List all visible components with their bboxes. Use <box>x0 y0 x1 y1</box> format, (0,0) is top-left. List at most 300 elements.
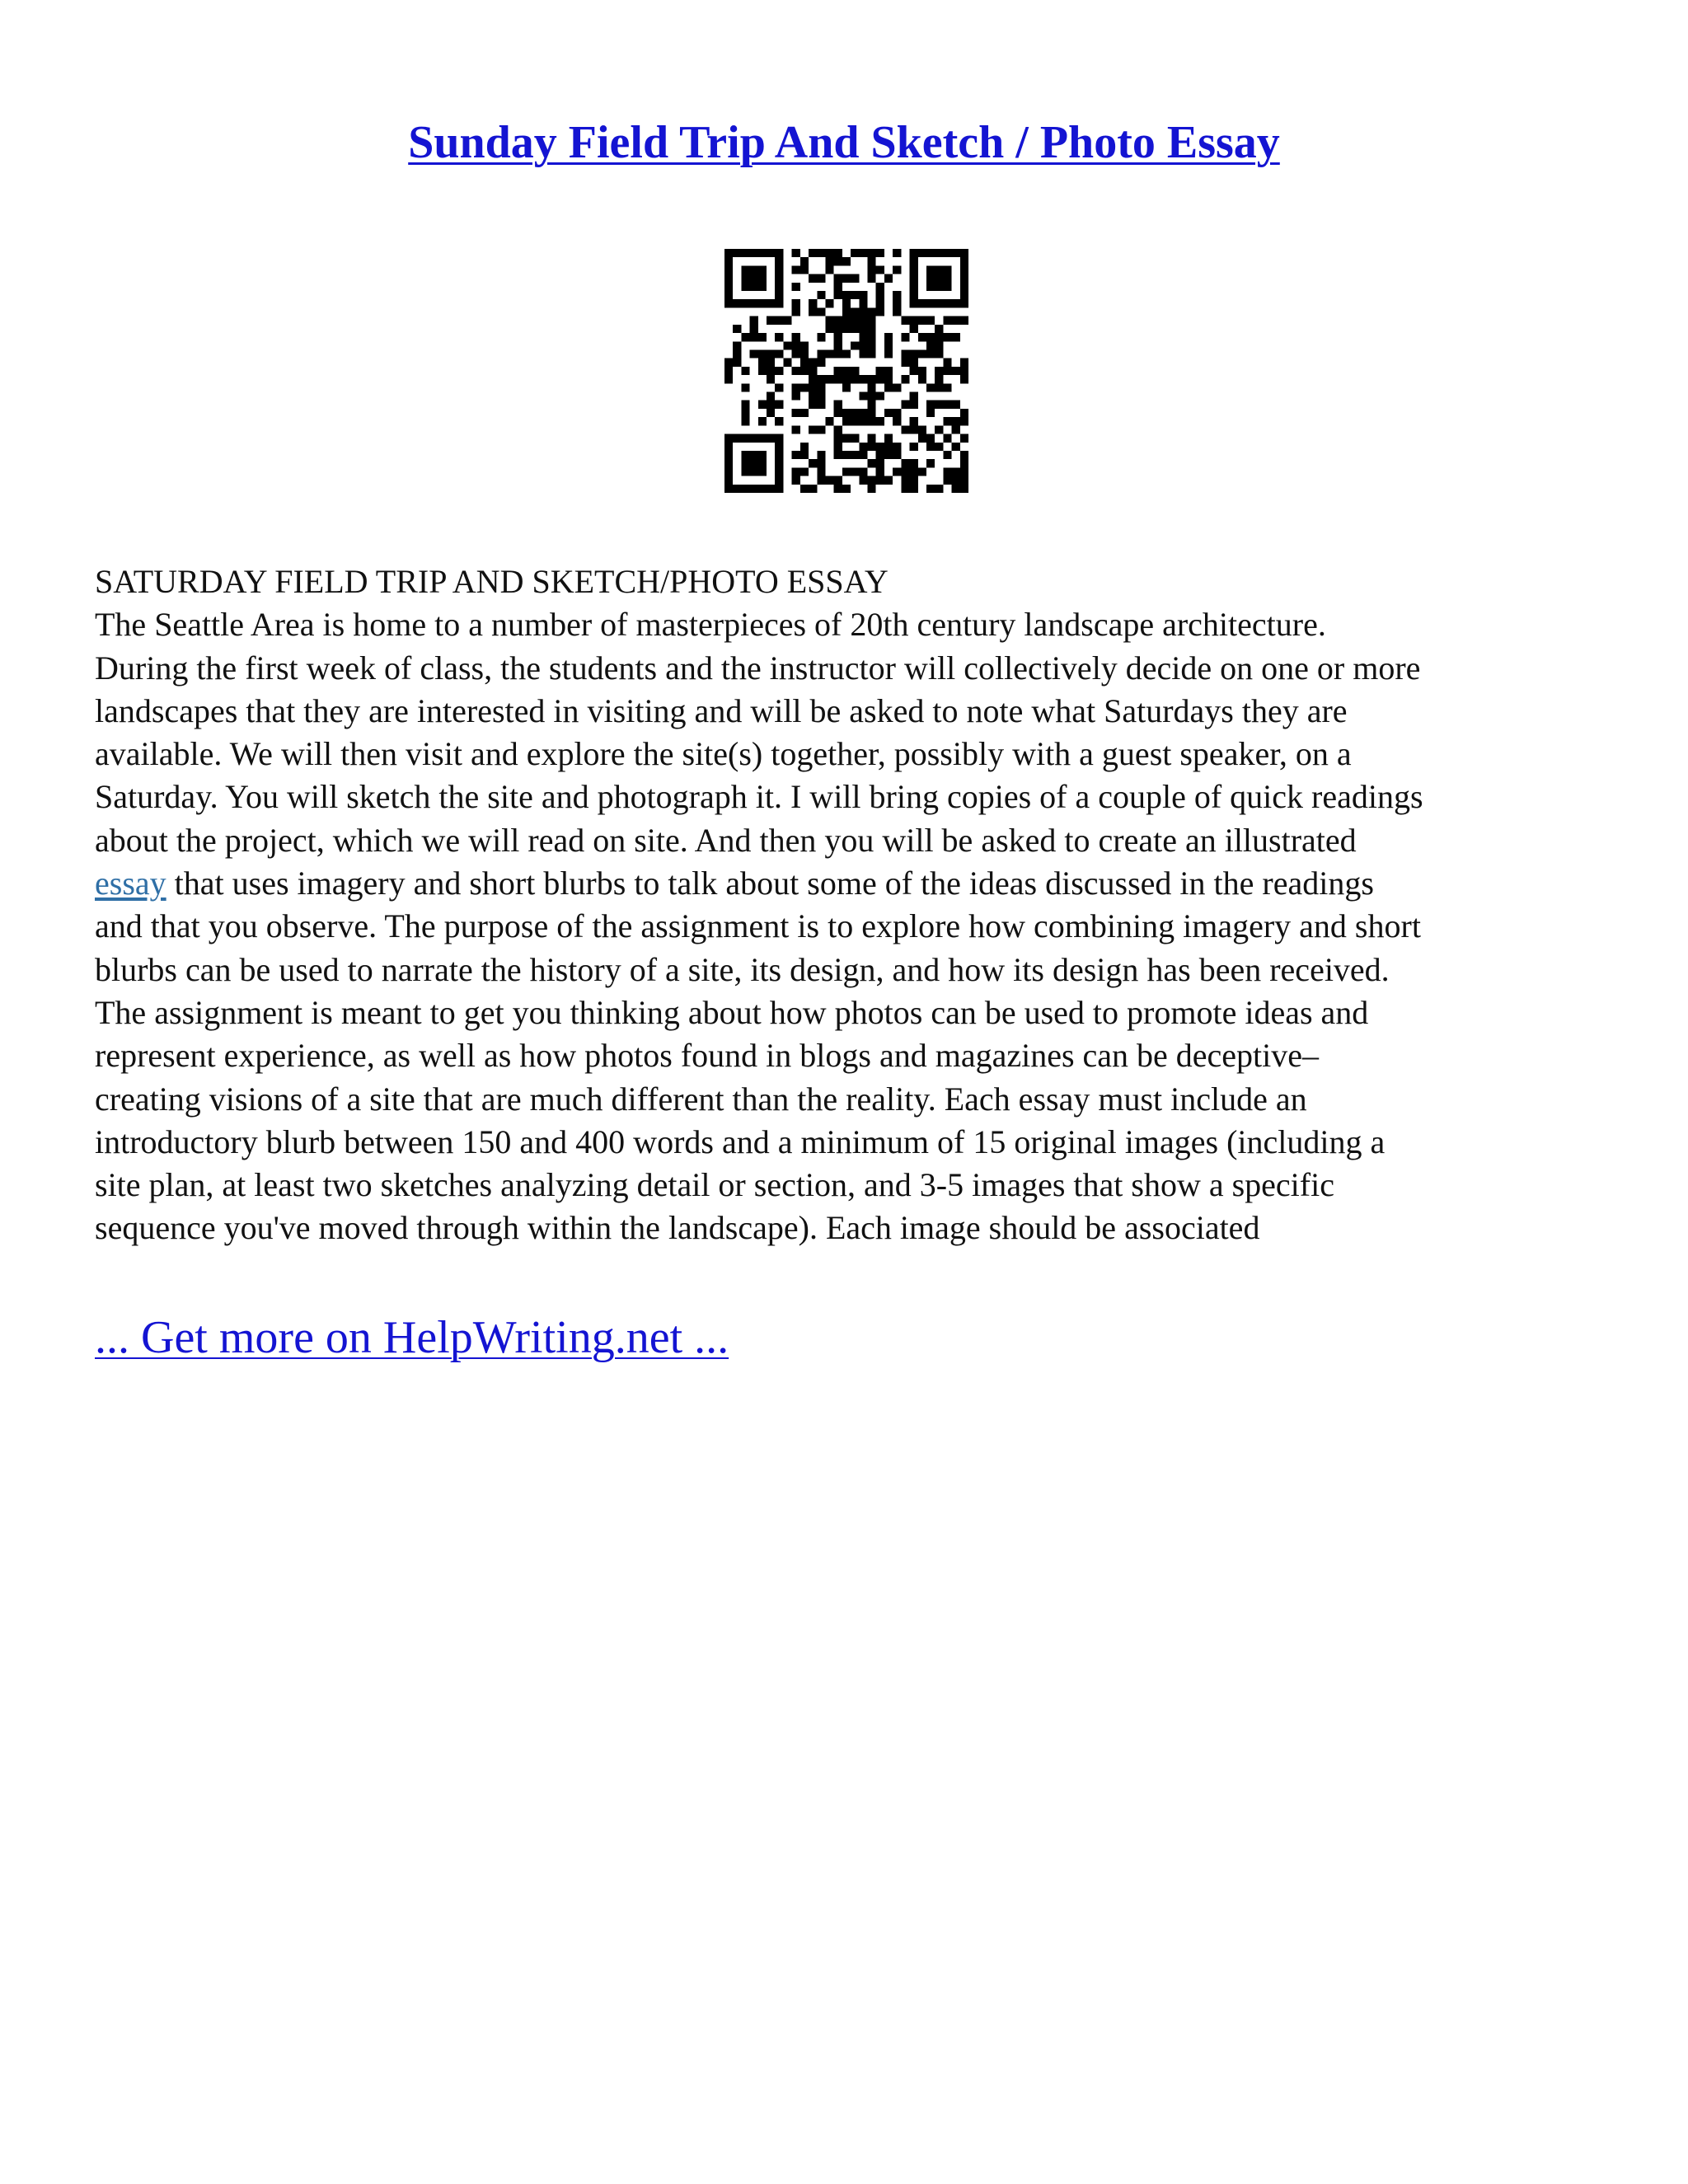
qr-module <box>724 299 733 307</box>
qr-module <box>876 392 884 401</box>
qr-module <box>910 299 918 307</box>
qr-module <box>750 249 758 257</box>
qr-module <box>767 392 775 401</box>
qr-module <box>775 451 783 459</box>
qr-module <box>800 367 809 375</box>
qr-module <box>910 283 918 291</box>
document-body <box>95 560 1611 1250</box>
qr-module <box>817 359 825 367</box>
qr-module <box>876 459 884 467</box>
qr-module <box>758 349 767 358</box>
qr-module <box>758 485 767 493</box>
qr-module <box>825 265 833 274</box>
qr-module <box>775 434 783 443</box>
qr-module <box>758 274 767 283</box>
qr-module <box>876 451 884 459</box>
qr-module <box>960 451 968 459</box>
get-more-section <box>95 1309 729 1366</box>
qr-module <box>842 409 851 417</box>
qr-module <box>724 443 733 451</box>
qr-module <box>851 307 859 316</box>
qr-module <box>935 283 943 291</box>
qr-module <box>918 333 926 341</box>
qr-module <box>758 401 767 409</box>
qr-module <box>733 349 741 358</box>
qr-module <box>868 307 876 316</box>
qr-module <box>767 485 775 493</box>
qr-module <box>750 325 758 333</box>
qr-module <box>859 417 867 425</box>
qr-module <box>741 265 749 274</box>
qr-module <box>741 283 749 291</box>
qr-module <box>767 409 775 417</box>
qr-module <box>817 383 825 391</box>
qr-module <box>960 316 968 325</box>
qr-module <box>960 249 968 257</box>
qr-module <box>817 349 825 358</box>
qr-module <box>851 417 859 425</box>
qr-module <box>918 375 926 383</box>
qr-module <box>859 316 867 325</box>
qr-module <box>943 359 951 367</box>
qr-module <box>775 383 783 391</box>
qr-module <box>775 274 783 283</box>
qr-module <box>943 333 951 341</box>
qr-module <box>834 409 842 417</box>
qr-module <box>943 316 951 325</box>
qr-module <box>960 434 968 443</box>
get-more-link[interactable]: ... Get more on HelpWriting.net ... <box>95 1312 729 1363</box>
qr-module <box>809 485 817 493</box>
qr-module <box>952 316 960 325</box>
qr-module <box>851 434 859 443</box>
qr-module <box>876 283 884 291</box>
qr-module <box>724 485 733 493</box>
qr-module <box>767 299 775 307</box>
qr-module <box>960 367 968 375</box>
qr-module <box>952 299 960 307</box>
qr-module <box>935 401 943 409</box>
qr-module <box>935 299 943 307</box>
qr-module <box>868 249 876 257</box>
title-link[interactable]: Sunday Field Trip And Sketch / Photo Essay <box>408 117 1280 168</box>
qr-module <box>859 299 867 307</box>
qr-module <box>842 367 851 375</box>
qr-module <box>884 383 893 391</box>
qr-module <box>868 325 876 333</box>
qr-module <box>935 249 943 257</box>
qr-module <box>834 249 842 257</box>
qr-module <box>741 299 749 307</box>
qr-module <box>859 467 867 476</box>
body-line: Saturday. You will sketch the site and photograph it. I will bring copies of a couple of quick readings <box>95 778 1423 816</box>
qr-module <box>910 367 918 375</box>
qr-module <box>834 375 842 383</box>
qr-module <box>952 476 960 485</box>
qr-module <box>767 349 775 358</box>
qr-module <box>926 409 935 417</box>
qr-module <box>842 434 851 443</box>
qr-module <box>758 451 767 459</box>
qr-module <box>876 367 884 375</box>
body-line: The assignment is meant to get you thinking about how photos can be used to promote ideas and <box>95 993 1369 1031</box>
qr-module <box>817 451 825 459</box>
body-line: landscapes that they are interested in visiting and will be asked to note what Saturdays they are <box>95 691 1348 729</box>
qr-module <box>859 409 867 417</box>
qr-module <box>910 265 918 274</box>
qr-module <box>842 349 851 358</box>
qr-module <box>884 451 893 459</box>
qr-module <box>910 349 918 358</box>
qr-module <box>943 274 951 283</box>
qr-module <box>884 274 893 283</box>
qr-module <box>825 325 833 333</box>
qr-module <box>817 476 825 485</box>
qr-module <box>960 467 968 476</box>
qr-module <box>817 401 825 409</box>
qr-module <box>809 367 817 375</box>
qr-module <box>724 274 733 283</box>
qr-module <box>943 283 951 291</box>
qr-module <box>926 265 935 274</box>
qr-module <box>884 443 893 451</box>
qr-module <box>834 349 842 358</box>
qr-module <box>809 401 817 409</box>
qr-module <box>724 451 733 459</box>
qr-module <box>758 249 767 257</box>
qr-module <box>800 257 809 265</box>
qr-module <box>733 325 741 333</box>
qr-module <box>910 392 918 401</box>
qr-module <box>943 476 951 485</box>
qr-module <box>901 316 909 325</box>
qr-module <box>758 359 767 367</box>
qr-module <box>817 291 825 299</box>
qr-module <box>893 409 901 417</box>
qr-module <box>809 299 817 307</box>
section-heading: SATURDAY FIELD TRIP AND SKETCH/PHOTO ESSAY <box>95 563 889 600</box>
qr-module <box>910 359 918 367</box>
qr-module <box>800 265 809 274</box>
qr-module <box>834 341 842 349</box>
qr-module <box>910 249 918 257</box>
qr-module <box>733 299 741 307</box>
qr-module <box>809 375 817 383</box>
qr-module <box>943 451 951 459</box>
qr-module <box>926 383 935 391</box>
qr-module <box>901 476 909 485</box>
body-line: represent experience, as well as how photos found in blogs and magazines can be deceptive– <box>95 1037 1320 1075</box>
qr-module <box>767 316 775 325</box>
qr-module <box>910 417 918 425</box>
qr-module <box>750 333 758 341</box>
qr-module <box>868 333 876 341</box>
qr-module <box>809 249 817 257</box>
qr-module <box>775 417 783 425</box>
qr-module <box>960 375 968 383</box>
qr-module <box>859 291 867 299</box>
qr-module <box>868 274 876 283</box>
qr-module <box>758 265 767 274</box>
qr-module <box>842 417 851 425</box>
qr-module <box>724 249 733 257</box>
qr-module <box>750 485 758 493</box>
qr-module <box>935 443 943 451</box>
qr-module <box>758 283 767 291</box>
qr-module <box>767 375 775 383</box>
qr-module <box>901 467 909 476</box>
qr-module <box>724 375 733 383</box>
qr-module <box>724 257 733 265</box>
qr-module <box>952 249 960 257</box>
qr-module <box>943 299 951 307</box>
qr-module <box>800 467 809 476</box>
qr-module <box>809 392 817 401</box>
qr-module <box>943 265 951 274</box>
qr-module <box>817 375 825 383</box>
body-line-with-link <box>95 862 1611 905</box>
qr-module <box>859 392 867 401</box>
qr-module <box>733 485 741 493</box>
qr-module <box>809 274 817 283</box>
qr-module <box>733 434 741 443</box>
qr-module <box>868 485 876 493</box>
qr-module <box>859 325 867 333</box>
qr-module <box>952 467 960 476</box>
qr-module <box>825 316 833 325</box>
qr-module <box>800 443 809 451</box>
qr-module <box>775 349 783 358</box>
qr-module <box>724 291 733 299</box>
qr-module <box>842 383 851 391</box>
qr-module <box>918 249 926 257</box>
qr-module <box>901 401 909 409</box>
qr-module <box>842 291 851 299</box>
qr-module <box>834 325 842 333</box>
qr-module <box>926 349 935 358</box>
qr-module <box>792 425 800 434</box>
qr-module <box>884 367 893 375</box>
qr-module <box>868 476 876 485</box>
qr-module <box>733 341 741 349</box>
qr-module <box>918 299 926 307</box>
qr-module <box>943 383 951 391</box>
qr-module <box>851 341 859 349</box>
qr-module <box>876 291 884 299</box>
qr-module <box>724 459 733 467</box>
qr-module <box>741 333 749 341</box>
qr-module <box>910 459 918 467</box>
qr-module <box>868 375 876 383</box>
qr-module <box>817 333 825 341</box>
qr-module <box>910 274 918 283</box>
qr-module <box>910 476 918 485</box>
qr-module <box>775 299 783 307</box>
qr-module <box>775 443 783 451</box>
qr-module <box>952 333 960 341</box>
qr-module <box>868 341 876 349</box>
qr-module <box>767 359 775 367</box>
qr-module <box>792 367 800 375</box>
qr-module <box>901 459 909 467</box>
qr-module <box>783 359 791 367</box>
qr-module <box>800 341 809 349</box>
qr-module <box>876 307 884 316</box>
qr-module <box>809 425 817 434</box>
qr-module <box>775 283 783 291</box>
qr-module <box>834 443 842 451</box>
qr-module <box>741 274 749 283</box>
qr-module <box>724 476 733 485</box>
qr-module <box>758 367 767 375</box>
qr-module <box>935 333 943 341</box>
qr-module <box>741 467 749 476</box>
qr-module <box>926 434 935 443</box>
qr-module <box>825 299 833 307</box>
qr-module <box>943 417 951 425</box>
qr-module <box>910 401 918 409</box>
qr-module <box>842 274 851 283</box>
qr-module <box>952 401 960 409</box>
qr-module <box>834 485 842 493</box>
qr-module <box>825 249 833 257</box>
qr-module <box>884 434 893 443</box>
qr-module <box>851 467 859 476</box>
qr-module <box>825 476 833 485</box>
qr-module <box>733 359 741 367</box>
qr-module <box>775 291 783 299</box>
qr-module <box>842 451 851 459</box>
qr-module <box>817 307 825 316</box>
qr-module <box>775 401 783 409</box>
body-line: blurbs can be used to narrate the history of a site, its design, and how its design has been received. <box>95 950 1390 988</box>
qr-module <box>834 451 842 459</box>
qr-module <box>901 375 909 383</box>
qr-module <box>926 299 935 307</box>
document-title <box>0 114 1688 171</box>
qr-module <box>943 467 951 476</box>
qr-module <box>901 485 909 493</box>
qr-module <box>910 257 918 265</box>
qr-module <box>884 375 893 383</box>
qr-module <box>859 476 867 485</box>
qr-module <box>758 467 767 476</box>
qr-module <box>859 349 867 358</box>
qr-module <box>918 425 926 434</box>
qr-module <box>851 325 859 333</box>
qr-module <box>809 307 817 316</box>
qr-module <box>758 459 767 467</box>
qr-module <box>792 333 800 341</box>
qr-module <box>783 341 791 349</box>
qr-module <box>901 333 909 341</box>
qr-module <box>733 249 741 257</box>
qr-module <box>868 459 876 467</box>
qr-module <box>851 249 859 257</box>
qr-module <box>960 476 968 485</box>
qr-module <box>750 451 758 459</box>
qr-module <box>792 451 800 459</box>
qr-module <box>868 349 876 358</box>
qr-module <box>775 467 783 476</box>
qr-module <box>741 401 749 409</box>
qr-module <box>884 349 893 358</box>
qr-module <box>868 265 876 274</box>
qr-module <box>960 299 968 307</box>
essay-link[interactable]: essay <box>95 865 166 902</box>
qr-module <box>834 274 842 283</box>
qr-module <box>775 333 783 341</box>
qr-module <box>767 401 775 409</box>
qr-module <box>943 401 951 409</box>
qr-module <box>901 359 909 367</box>
qr-module <box>825 349 833 358</box>
qr-module <box>825 257 833 265</box>
qr-module <box>926 401 935 409</box>
qr-module <box>842 257 851 265</box>
qr-module <box>893 467 901 476</box>
qr-module <box>834 476 842 485</box>
qr-module <box>767 434 775 443</box>
qr-module <box>893 265 901 274</box>
body-line: During the first week of class, the students and the instructor will collectively decide on one or more <box>95 649 1421 687</box>
qr-module <box>741 451 749 459</box>
qr-module <box>935 325 943 333</box>
qr-module <box>817 249 825 257</box>
qr-module <box>935 425 943 434</box>
qr-module <box>825 417 833 425</box>
qr-module <box>834 257 842 265</box>
qr-module <box>741 249 749 257</box>
qr-module <box>960 283 968 291</box>
qr-module <box>935 375 943 383</box>
qr-module <box>758 434 767 443</box>
qr-module <box>960 359 968 367</box>
qr-module <box>926 249 935 257</box>
qr-module <box>750 299 758 307</box>
qr-module <box>842 316 851 325</box>
qr-module <box>842 375 851 383</box>
qr-module <box>792 349 800 358</box>
qr-module <box>800 451 809 459</box>
qr-module <box>859 333 867 341</box>
qr-module <box>825 375 833 383</box>
qr-module <box>775 249 783 257</box>
qr-module <box>960 485 968 493</box>
body-line: The Seattle Area is home to a number of masterpieces of 20th century landscape architecture. <box>95 606 1326 644</box>
qr-module <box>834 401 842 409</box>
qr-module <box>868 401 876 409</box>
qr-module <box>893 451 901 459</box>
qr-module <box>842 307 851 316</box>
qr-module <box>775 316 783 325</box>
qr-module <box>851 291 859 299</box>
qr-module <box>926 316 935 325</box>
qr-module <box>834 333 842 341</box>
qr-module <box>741 367 749 375</box>
qr-module <box>792 383 800 391</box>
qr-module <box>926 459 935 467</box>
qr-module <box>876 443 884 451</box>
qr-module <box>952 417 960 425</box>
qr-module <box>800 349 809 358</box>
qr-module <box>918 349 926 358</box>
qr-module <box>834 425 842 434</box>
qr-module <box>767 249 775 257</box>
qr-module <box>851 451 859 459</box>
qr-module <box>868 443 876 451</box>
qr-module <box>952 485 960 493</box>
